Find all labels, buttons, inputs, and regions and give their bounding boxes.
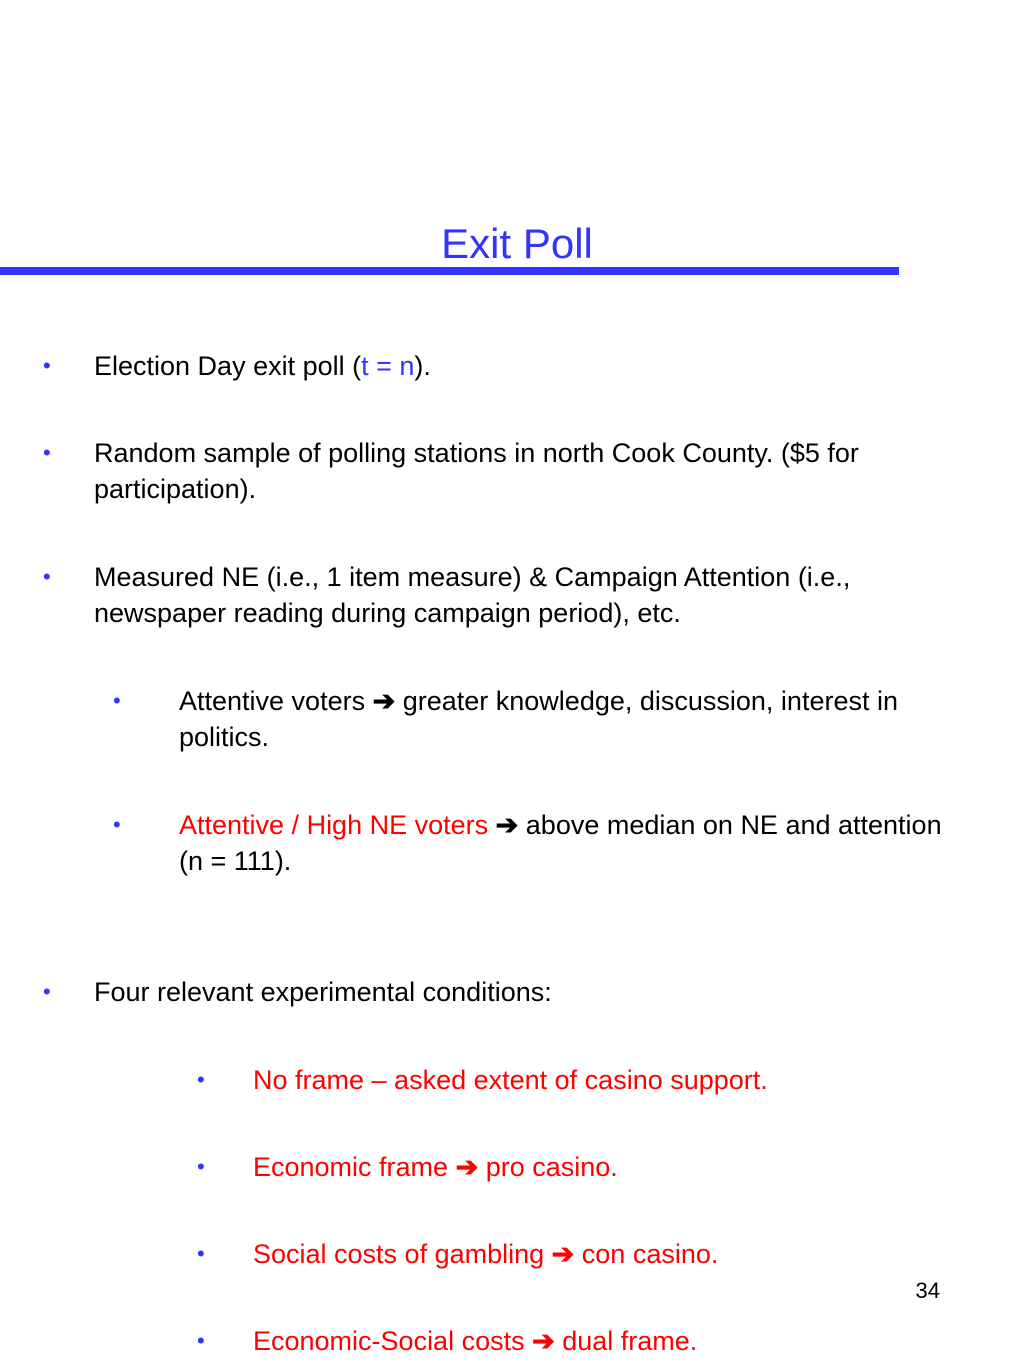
condition-dual-frame (253, 1323, 993, 1359)
time-notation: t = n (361, 351, 415, 381)
condition-no-frame: No frame – asked extent of casino support. (253, 1065, 768, 1095)
condition-text: Social costs of gambling (253, 1239, 552, 1269)
sub-bullet-marker: • (113, 688, 121, 713)
bullet-election-day (94, 348, 974, 384)
bullet-marker: • (43, 564, 51, 589)
bullet-text: Election Day exit poll ( (94, 351, 362, 381)
sub-bullet-attentive-voters (179, 683, 979, 755)
condition-economic-frame (253, 1149, 993, 1185)
condition-text-end: con casino. (574, 1239, 719, 1269)
condition-text: Economic-Social costs (253, 1326, 533, 1356)
bullet-marker: • (43, 440, 51, 465)
condition-text-end: dual frame. (554, 1326, 698, 1356)
right-arrow-icon: ➔ (455, 1152, 479, 1182)
bullet-marker: • (43, 353, 51, 378)
page-number: 34 (915, 1278, 940, 1303)
condition-social-costs (253, 1236, 893, 1272)
condition-text-end: pro casino. (478, 1152, 618, 1182)
condition-bullet-marker: • (197, 1328, 205, 1353)
condition-bullet-marker: • (197, 1241, 205, 1266)
right-arrow-icon: ➔ (372, 686, 396, 716)
sub-bullet-high-ne-voters (179, 807, 969, 879)
slide-title: Exit Poll (441, 220, 593, 267)
bullet-text: Attentive voters (179, 686, 373, 716)
bullet-four-conditions: Four relevant experimental conditions: (94, 977, 552, 1007)
condition-text: Economic frame (253, 1152, 456, 1182)
title-underline (0, 267, 899, 275)
bullet-random-sample: Random sample of polling stations in north Cook County. ($5 for participation). (94, 438, 859, 504)
right-arrow-icon: ➔ (551, 1239, 575, 1269)
bullet-text-end: ). (414, 351, 431, 381)
bullet-text-end: above median on NE and attention (n = 111). (179, 810, 942, 876)
bullet-text-end: greater knowledge, discussion, interest in politics. (179, 686, 898, 752)
right-arrow-icon: ➔ (495, 810, 519, 840)
right-arrow-icon: ➔ (532, 1326, 555, 1356)
condition-bullet-marker: • (197, 1067, 205, 1092)
bullet-marker: • (43, 979, 51, 1004)
bullet-measured-ne: Measured NE (i.e., 1 item measure) & Campaign Attention (i.e., newspaper reading during campaign period), etc. (94, 562, 851, 628)
sub-bullet-marker: • (113, 812, 121, 837)
highlight-text: Attentive / High NE voters (179, 810, 489, 840)
condition-bullet-marker: • (197, 1154, 205, 1179)
